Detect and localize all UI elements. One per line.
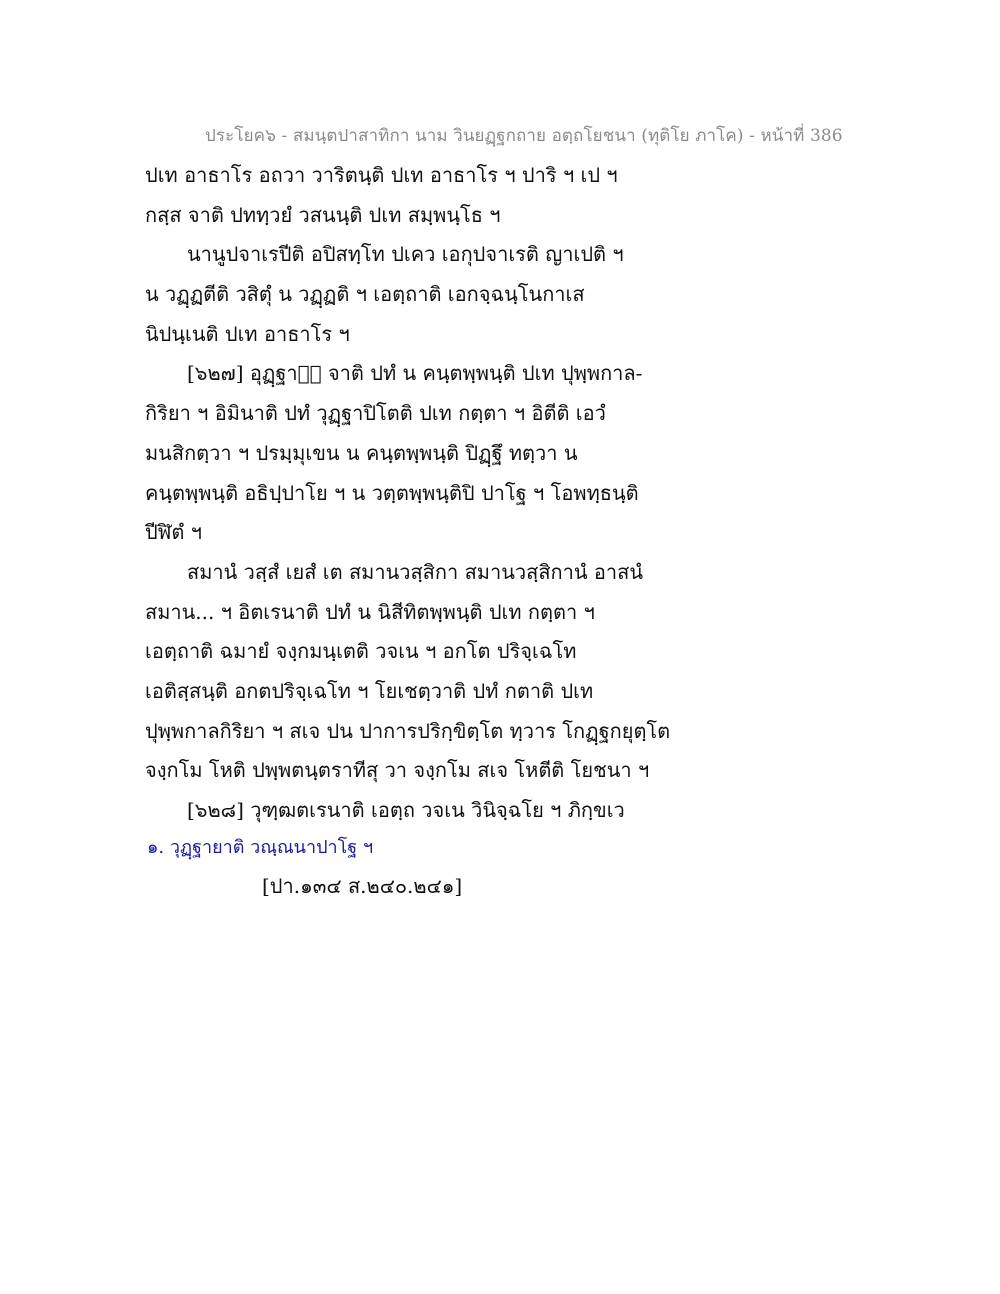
body-text	[145, 156, 705, 831]
page-reference: [ปา.๑๓๔ ส.๒๔๐.๒๔๑]	[262, 874, 463, 898]
text-line: ปีฬิตํ ฯ	[145, 520, 202, 545]
text-line: จงฺกโม โหติ ปพฺพตนฺตราทีสุ วา จงฺกโม สเจ โหตีติ โยชนา ฯ	[145, 758, 650, 783]
text-line: กิริยา ฯ อิมินาติ ปทํ วุฏฺฐาปิโตติ ปเท กตฺตา ฯ อิตีติ เอวํ	[145, 401, 606, 426]
text-line: น วฏฺฏตีติ วสิตุํ น วฏฺฏติ ฯ เอตฺถาติ เอกจฺฉนฺโนกาเส	[145, 282, 585, 307]
text-line: นานูปจาเรปีติ อปิสทฺโท ปเคว เอกุปจาเรติ ญาเปติ ฯ	[187, 242, 624, 267]
page-header: ประโยค๖ - สมนฺตปาสาทิกา นาม วินยฏฺฐกถาย อตฺถโยชนา (ทุติโย ภาโค) - หน้าที่ 386	[205, 126, 843, 146]
text-line: ปุพฺพกาลกิริยา ฯ สเจ ปน ปาการปริกฺขิตฺโต ทฺวาร โกฏฺฐกยุตฺโต	[145, 718, 671, 743]
text-line: สมาน... ฯ อิตเรนาติ ปทํ น นิสีทิตพฺพนฺติ ปเท กตฺตา ฯ	[145, 599, 595, 624]
text-line: [๖๒๗] อุฏฺฐาย᳚ จาติ ปทํ น คนฺตพฺพนฺติ ปเท ปุพฺพกาล-	[187, 361, 643, 386]
text-line: มนสิกตฺวา ฯ ปรมฺมุเขน น คนฺตพฺพนฺติ ปิฏฺฐึ ทตฺวา น	[145, 440, 578, 465]
text-line: สมานํ วสฺสํ เยสํ เต สมานวสฺสิกา สมานวสฺสิกานํ อาสนํ	[187, 559, 644, 584]
text-line: นิปนฺเนติ ปเท อาธาโร ฯ	[145, 321, 350, 346]
footnote: ๑. วุฏฺฐายาติ วณฺณนาปาโฐ ฯ	[147, 837, 374, 858]
text-line: เอตฺถาติ ฉมายํ จงฺกมนฺเตติ วจเน ฯ อกโต ปริจฺเฉโท	[145, 639, 577, 664]
text-line: ปเท อาธาโร อถวา วาริตนฺติ ปเท อาธาโร ฯ ปาริ ฯ เป ฯ	[145, 163, 618, 187]
text-line: คนฺตพฺพนฺติ อธิปฺปาโย ฯ น วตฺตพฺพนฺติปิ ปาโฐ ฯ โอพทฺธนฺติ	[145, 480, 639, 505]
text-line: เอติสฺสนฺติ อกตปริจฺเฉโท ฯ โยเชตฺวาติ ปทํ กตาติ ปเท	[145, 678, 594, 703]
text-line: [๖๒๘] วุฑฺฒตเรนาติ เอตฺถ วจเน วินิจฺฉโย ฯ ภิกฺขเว	[187, 798, 625, 822]
text-line: กสฺส จาติ ปททฺวยํ วสนนฺติ ปเท สมฺพนฺโธ ฯ	[145, 202, 501, 227]
